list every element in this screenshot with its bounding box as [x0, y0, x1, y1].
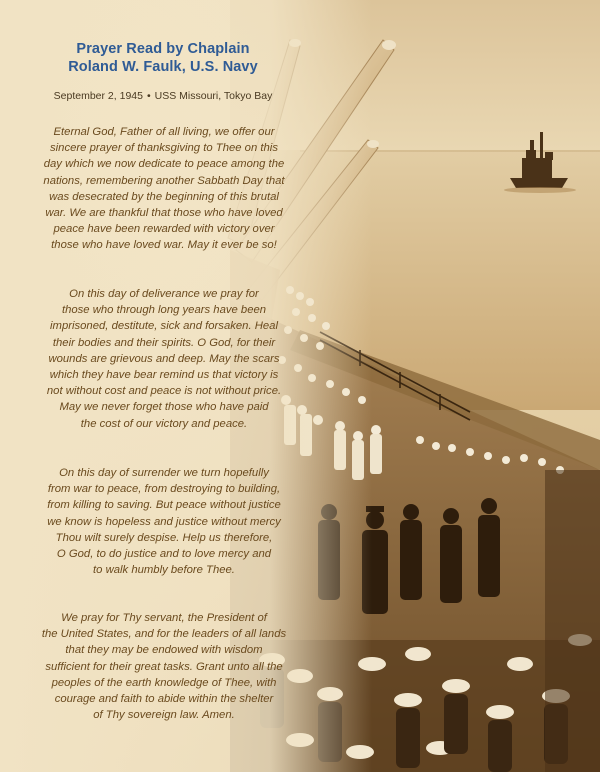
paragraph-line: sufficient for their great tasks. Grant unto all the	[45, 660, 283, 673]
paragraph-line: peoples of the earth knowledge of Thee, with	[51, 676, 277, 689]
paragraph-line: those who through long years have been	[61, 304, 267, 317]
paragraph-line: we know is hopeless and justice without mercy	[47, 515, 281, 528]
paragraph-line: imprisoned, destitute, sick and forsaken. Heal	[50, 320, 278, 333]
separator-bullet: •	[146, 90, 151, 102]
paragraph-line: On this day of surrender we turn hopefully	[59, 467, 269, 479]
paragraph-line: from war to peace, from destroying to building,	[47, 483, 281, 496]
prayer-paragraph-3	[14, 465, 314, 578]
prayer-paragraph-2	[14, 286, 314, 432]
prayer-paragraph-1	[14, 124, 314, 254]
document-title	[18, 40, 308, 76]
paragraph-line: was desecrated by the beginning of this brutal	[49, 190, 279, 203]
paragraph-line: Thou wilt surely despise. Help us therefore,	[55, 531, 273, 544]
dateline	[18, 90, 308, 102]
paragraph-line: O God, to do justice and to love mercy and	[56, 548, 272, 561]
title-line-1: Prayer Read by Chaplain	[76, 41, 250, 57]
date: September 2, 1945	[53, 90, 143, 102]
paragraph-line: that they may be endowed with wisdom	[65, 644, 263, 657]
paragraph-line: sincere prayer of thanksgiving to Thee on this	[50, 142, 278, 155]
paragraph-line: May we never forget those who have paid	[59, 401, 269, 414]
paragraph-line: We pray for Thy servant, the President of	[61, 612, 267, 624]
location: USS Missouri, Tokyo Bay	[154, 90, 273, 102]
paragraph-line: nations, remembering another Sabbath Day that	[43, 174, 285, 187]
paragraph-line: of Thy sovereign law. Amen.	[93, 709, 235, 722]
paragraph-line: not without cost and peace is not without price.	[46, 385, 282, 398]
paragraph-line: wounds are grievous and deep. May the scars	[48, 352, 280, 365]
paragraph-line: their bodies and their spirits. O God, for their	[52, 336, 276, 349]
paragraph-line: to walk humbly before Thee.	[93, 564, 235, 577]
paragraph-line: the United States, and for the leaders of all lands	[41, 628, 287, 641]
paragraph-line: war. We are thankful that those who have loved	[45, 207, 283, 220]
prayer-paragraph-4	[14, 610, 314, 723]
paragraph-line: On this day of deliverance we pray for	[69, 288, 259, 300]
paragraph-line: day which we now dedicate to peace among the	[43, 158, 285, 171]
paragraph-line: Eternal God, Father of all living, we offer our	[53, 126, 275, 138]
paragraph-line: which they have bear remind us that victory is	[49, 369, 279, 382]
paragraph-line: peace have been rewarded with victory over	[53, 223, 275, 236]
title-line-2: Roland W. Faulk, U.S. Navy	[68, 59, 258, 75]
paragraph-line: the cost of our victory and peace.	[80, 417, 248, 430]
paragraph-line: courage and faith to abide within the shelter	[54, 693, 274, 706]
paragraph-line: from killing to saving. But peace without justice	[47, 499, 281, 512]
paragraph-line: those who have loved war. May it ever be so!	[51, 239, 277, 252]
